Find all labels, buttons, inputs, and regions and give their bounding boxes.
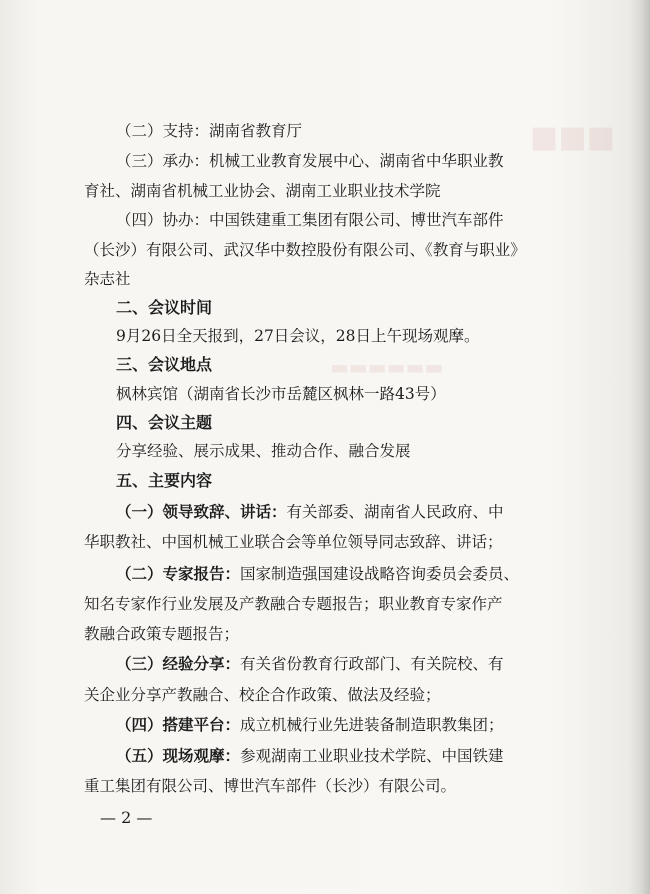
body-text: （长沙）有限公司、武汉华中数控股份有限公司、《教育与职业》	[84, 241, 526, 259]
body-text: 教融合政策专题报告；	[84, 625, 240, 643]
body-text: 有关省份教育行政部门、有关院校、有	[240, 655, 504, 673]
body-text: 枫林宾馆（湖南省长沙市岳麓区枫林一路43号）	[116, 385, 446, 403]
para-co-organizer-cont	[84, 268, 604, 290]
body-text: 9月26日全天报到，27日会议，28日上午现场观摩。	[116, 327, 480, 345]
body-text: （二）支持：湖南省教育厅	[116, 122, 303, 140]
para-meeting-time	[116, 325, 636, 347]
para-organizer	[116, 150, 636, 172]
heading-meeting-venue	[116, 354, 636, 376]
bold-lead-text: （三）经验分享：	[116, 654, 241, 673]
body-text: 杂志社	[84, 270, 131, 288]
para-content-5-cont	[84, 775, 604, 797]
page-number: — 2 —	[100, 808, 153, 827]
body-text: 知名专家作行业发展及产教融合专题报告；职业教育专家作产	[84, 595, 503, 613]
body-text: 四、会议主题	[116, 413, 213, 432]
body-text: （四）协办：中国铁建重工集团有限公司、博世汽车部件	[116, 211, 504, 229]
para-content-3	[116, 653, 636, 675]
bold-lead-text: （二）专家报告：	[116, 564, 241, 583]
para-meeting-venue	[116, 383, 636, 405]
body-text: 育社、湖南省机械工业协会、湖南工业职业技术学院	[84, 182, 441, 200]
heading-meeting-theme	[116, 412, 636, 434]
para-content-1	[116, 501, 636, 523]
body-text: 分享经验、展示成果、推动合作、融合发展	[116, 442, 411, 460]
body-text: 华职教社、中国机械工业联合会等单位领导同志致辞、讲话；	[84, 533, 503, 551]
body-text: 二、会议时间	[116, 298, 213, 317]
body-text: 国家制造强国建设战略咨询委员会委员、	[240, 565, 520, 583]
para-co-organizer	[116, 209, 636, 231]
body-text: 三、会议地点	[116, 355, 213, 374]
body-text: 成立机械行业先进装备制造职教集团；	[240, 716, 504, 734]
para-content-2	[116, 563, 636, 585]
body-text: 五、主要内容	[116, 471, 213, 490]
para-content-5	[116, 745, 636, 767]
para-organizer-cont	[84, 180, 604, 202]
bold-lead-text: （五）现场观摩：	[116, 746, 241, 765]
para-content-2-cont	[84, 593, 604, 615]
para-meeting-theme	[116, 440, 636, 462]
para-content-1-cont	[84, 531, 604, 553]
bold-lead-text: （四）搭建平台：	[116, 715, 241, 734]
para-content-2-cont	[84, 623, 604, 645]
bold-lead-text: （一）领导致辞、讲话：	[116, 502, 287, 521]
body-text: （三）承办：机械工业教育发展中心、湖南省中华职业教	[116, 152, 504, 170]
para-support	[116, 120, 636, 142]
body-text: 参观湖南工业职业技术学院、中国铁建	[240, 747, 504, 765]
heading-meeting-time	[116, 297, 636, 319]
bleed-through-decoration: ■■■	[530, 120, 616, 155]
body-text: 关企业分享产教融合、校企合作政策、做法及经验；	[84, 686, 441, 704]
para-content-3-cont	[84, 684, 604, 706]
para-content-4	[116, 714, 636, 736]
heading-main-content	[116, 470, 636, 492]
body-text: 有关部委、湖南省人民政府、中	[286, 503, 504, 521]
body-text: 重工集团有限公司、博世汽车部件（长沙）有限公司。	[84, 777, 457, 795]
bleed-through-decoration: ▬▬▬▬▬▬	[330, 355, 444, 379]
para-co-organizer-cont	[84, 239, 604, 261]
